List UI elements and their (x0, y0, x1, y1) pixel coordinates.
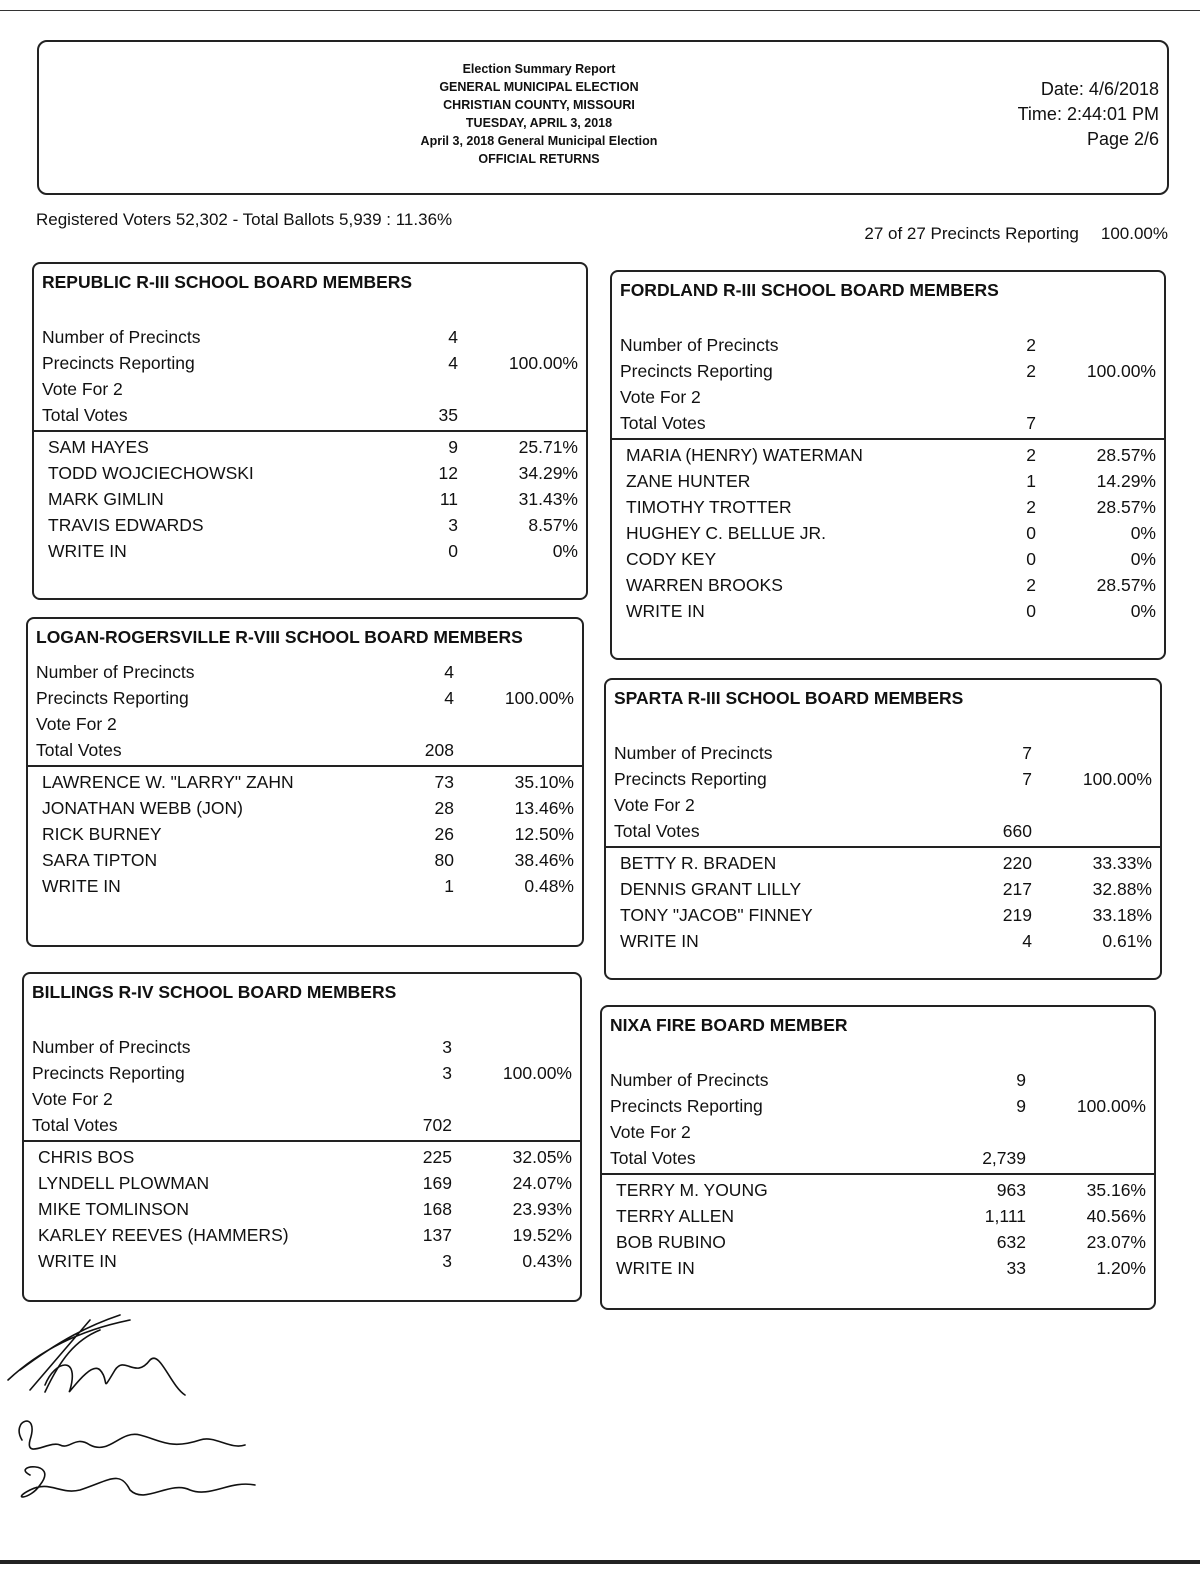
stat-pct (458, 324, 578, 350)
candidate-votes: 4 (1022, 931, 1032, 951)
stat-row (614, 766, 1152, 792)
report-meta (1018, 77, 1159, 152)
candidate-row (626, 546, 1156, 572)
candidate-name: CHRIS BOS (38, 1147, 135, 1167)
candidate-pct: 0.48% (524, 876, 574, 896)
candidate-pct: 13.46% (514, 798, 574, 818)
candidate-name: MARK GIMLIN (48, 489, 164, 509)
candidate-name: MARIA (HENRY) WATERMAN (626, 445, 863, 465)
candidate-pct: 33.18% (1092, 905, 1152, 925)
registered-voters-summary: Registered Voters 52,302 - Total Ballots 5,939 : 11.36% (36, 210, 453, 229)
candidate-pct: 28.57% (1096, 575, 1156, 595)
stat-row (620, 358, 1156, 384)
candidate-pct: 0% (552, 541, 578, 561)
title-line: TUESDAY, APRIL 3, 2018 (465, 116, 613, 130)
stat-row (620, 384, 1156, 410)
candidate-list (612, 442, 1164, 624)
candidate-name: TERRY ALLEN (616, 1206, 735, 1226)
candidate-votes: 963 (996, 1180, 1026, 1200)
candidate-name: LYNDELL PLOWMAN (38, 1173, 210, 1193)
signature-mark (19, 1421, 245, 1449)
candidate-votes: 0 (448, 541, 458, 561)
candidate-row (38, 1196, 572, 1222)
candidate-name: WRITE IN (42, 876, 121, 896)
candidate-pct: 0% (1130, 601, 1156, 621)
candidate-row (620, 850, 1152, 876)
stat-row (610, 1067, 1146, 1093)
stat-label: Number of Precincts (620, 335, 779, 355)
candidate-name: BETTY R. BRADEN (620, 853, 777, 873)
candidate-pct: 35.10% (514, 772, 574, 792)
stat-pct (1036, 410, 1156, 436)
candidate-votes: 73 (434, 772, 454, 792)
candidate-row (48, 538, 578, 564)
candidate-row (42, 821, 574, 847)
stat-row (32, 1086, 572, 1112)
candidate-pct: 0.61% (1102, 931, 1152, 951)
stat-label: Total Votes (32, 1115, 118, 1135)
page-number: Page 2/6 (1086, 129, 1159, 149)
stat-label: Vote For 2 (610, 1122, 691, 1142)
stat-value: 3 (442, 1037, 452, 1057)
candidate-row (48, 434, 578, 460)
candidate-pct: 0% (1130, 523, 1156, 543)
candidate-votes: 0 (1026, 601, 1036, 621)
stat-row (620, 410, 1156, 436)
candidate-votes: 9 (448, 437, 458, 457)
stat-label: Precincts Reporting (620, 361, 773, 381)
stat-value: 702 (422, 1115, 452, 1135)
stat-pct: 100.00% (1076, 1096, 1146, 1116)
candidate-pct: 31.43% (518, 489, 578, 509)
candidate-row (38, 1144, 572, 1170)
stat-row (42, 324, 578, 350)
signatures (0, 1300, 300, 1530)
stat-pct (452, 1034, 572, 1060)
candidate-pct: 28.57% (1096, 497, 1156, 517)
race-box (610, 270, 1166, 660)
stat-pct (1026, 1067, 1146, 1093)
stat-label: Total Votes (36, 740, 122, 760)
stat-value: 35 (438, 405, 458, 425)
candidate-row (48, 460, 578, 486)
stat-row (36, 737, 574, 763)
signature-mark (8, 1315, 130, 1392)
candidate-row (42, 847, 574, 873)
stat-label: Precincts Reporting (614, 769, 767, 789)
candidate-name: TIMOTHY TROTTER (626, 497, 792, 517)
stat-value: 3 (442, 1063, 452, 1083)
candidate-pct: 32.88% (1092, 879, 1152, 899)
race-title: REPUBLIC R-III SCHOOL BOARD MEMBERS (42, 272, 413, 292)
candidate-list (606, 850, 1160, 954)
candidate-pct: 35.16% (1086, 1180, 1146, 1200)
candidate-votes: 33 (1006, 1258, 1026, 1278)
bottom-rule (0, 1560, 1200, 1564)
race-divider (24, 1140, 580, 1142)
candidate-pct: 33.33% (1092, 853, 1152, 873)
candidate-votes: 1 (444, 876, 454, 896)
race-stats (606, 740, 1160, 844)
stat-row (32, 1112, 572, 1138)
title-line: April 3, 2018 General Municipal Election (420, 134, 658, 148)
candidate-name: TRAVIS EDWARDS (48, 515, 204, 535)
candidate-votes: 2 (1026, 445, 1036, 465)
stat-value: 2 (1026, 361, 1036, 381)
candidate-row (626, 468, 1156, 494)
candidate-pct: 8.57% (528, 515, 578, 535)
race-stats (602, 1067, 1154, 1171)
stat-pct (1036, 332, 1156, 358)
candidate-row (38, 1170, 572, 1196)
candidate-list (28, 769, 582, 899)
stat-label: Total Votes (620, 413, 706, 433)
stat-row (36, 685, 574, 711)
race-box (22, 972, 582, 1302)
stat-row (614, 792, 1152, 818)
stat-row (42, 350, 578, 376)
stat-row (614, 740, 1152, 766)
candidate-name: TERRY M. YOUNG (616, 1180, 768, 1200)
title-line: CHRISTIAN COUNTY, MISSOURI (443, 98, 635, 112)
stat-label: Number of Precincts (42, 327, 201, 347)
candidate-name: TODD WOJCIECHOWSKI (48, 463, 254, 483)
stat-label: Precincts Reporting (42, 353, 195, 373)
candidate-pct: 14.29% (1096, 471, 1156, 491)
title-line: OFFICIAL RETURNS (478, 152, 600, 166)
stat-pct: 100.00% (1082, 769, 1152, 789)
candidate-pct: 0% (1130, 549, 1156, 569)
candidate-row (620, 928, 1152, 954)
candidate-pct: 0.43% (522, 1251, 572, 1271)
candidate-pct: 24.07% (512, 1173, 572, 1193)
candidate-votes: 1 (1026, 471, 1036, 491)
race-box (600, 1005, 1156, 1310)
candidate-votes: 11 (439, 489, 458, 509)
stat-value: 7 (1022, 769, 1032, 789)
candidate-votes: 2 (1026, 575, 1036, 595)
race-box (32, 262, 588, 600)
candidate-list (24, 1144, 580, 1274)
candidate-row (48, 486, 578, 512)
candidate-row (620, 902, 1152, 928)
candidate-votes: 169 (422, 1173, 452, 1193)
report-title-block (339, 60, 739, 168)
stat-pct (452, 1112, 572, 1138)
stat-row (614, 818, 1152, 844)
candidate-row (620, 876, 1152, 902)
candidate-votes: 168 (422, 1199, 452, 1219)
candidate-list (602, 1177, 1154, 1281)
stat-pct: 100.00% (508, 353, 578, 373)
candidate-votes: 220 (1002, 853, 1032, 873)
candidate-votes: 0 (1026, 549, 1036, 569)
candidate-row (616, 1177, 1146, 1203)
candidate-row (626, 494, 1156, 520)
stat-value: 2 (1026, 335, 1036, 355)
candidate-pct: 40.56% (1086, 1206, 1146, 1226)
candidate-pct: 12.50% (514, 824, 574, 844)
stat-pct: 100.00% (504, 688, 574, 708)
candidate-votes: 80 (434, 850, 454, 870)
race-title: NIXA FIRE BOARD MEMBER (610, 1015, 848, 1035)
candidate-row (42, 769, 574, 795)
stat-value: 4 (448, 327, 458, 347)
stat-row (610, 1145, 1146, 1171)
stat-pct (1032, 740, 1152, 766)
stat-value: 4 (444, 688, 454, 708)
candidate-votes: 217 (1002, 879, 1032, 899)
stat-label: Vote For 2 (620, 387, 701, 407)
candidate-votes: 1,111 (984, 1206, 1026, 1226)
candidate-row (616, 1229, 1146, 1255)
race-divider (602, 1173, 1154, 1175)
race-box (604, 678, 1162, 980)
precincts-reporting-text: 27 of 27 Precincts Reporting (864, 224, 1079, 243)
precincts-reporting-summary (864, 224, 1168, 244)
stat-row (36, 659, 574, 685)
candidate-row (626, 520, 1156, 546)
stat-pct (454, 737, 574, 763)
race-stats (24, 1034, 580, 1138)
stat-value: 7 (1022, 743, 1032, 763)
candidate-row (626, 598, 1156, 624)
stat-value: 7 (1026, 413, 1036, 433)
stat-value: 208 (424, 740, 454, 760)
race-divider (606, 846, 1160, 848)
candidate-row (626, 442, 1156, 468)
candidate-votes: 0 (1026, 523, 1036, 543)
stat-value: 9 (1016, 1070, 1026, 1090)
candidate-name: RICK BURNEY (42, 824, 162, 844)
stat-label: Vote For 2 (42, 379, 123, 399)
race-stats (34, 324, 586, 428)
stat-label: Precincts Reporting (36, 688, 189, 708)
top-rule (0, 10, 1200, 11)
stat-label: Vote For 2 (36, 714, 117, 734)
candidate-name: MIKE TOMLINSON (38, 1199, 190, 1219)
stat-label: Vote For 2 (32, 1089, 113, 1109)
candidate-votes: 28 (434, 798, 454, 818)
stat-label: Number of Precincts (36, 662, 195, 682)
stat-label: Precincts Reporting (32, 1063, 185, 1083)
candidate-name: SARA TIPTON (42, 850, 158, 870)
stat-value: 2,739 (982, 1148, 1026, 1168)
stat-label: Total Votes (610, 1148, 696, 1168)
candidate-name: WARREN BROOKS (626, 575, 783, 595)
stat-value: 9 (1016, 1096, 1026, 1116)
stat-pct (454, 659, 574, 685)
candidate-pct: 28.57% (1096, 445, 1156, 465)
stat-row (610, 1119, 1146, 1145)
stat-pct (1026, 1145, 1146, 1171)
stat-pct: 100.00% (1086, 361, 1156, 381)
stat-value: 4 (448, 353, 458, 373)
candidate-row (48, 512, 578, 538)
candidate-row (616, 1255, 1146, 1281)
stat-row (620, 332, 1156, 358)
race-divider (612, 438, 1164, 440)
candidate-name: WRITE IN (48, 541, 127, 561)
candidate-row (42, 795, 574, 821)
candidate-name: WRITE IN (620, 931, 699, 951)
candidate-name: TONY "JACOB" FINNEY (620, 905, 813, 925)
candidate-votes: 2 (1026, 497, 1036, 517)
report-time: Time: 2:44:01 PM (1017, 104, 1159, 124)
precincts-reporting-pct: 100.00% (1100, 224, 1168, 243)
candidate-votes: 137 (422, 1225, 452, 1245)
candidate-row (38, 1222, 572, 1248)
candidate-row (626, 572, 1156, 598)
stat-label: Total Votes (42, 405, 128, 425)
stat-value: 4 (444, 662, 454, 682)
candidate-pct: 1.20% (1096, 1258, 1146, 1278)
candidate-name: WRITE IN (626, 601, 705, 621)
candidate-votes: 3 (442, 1251, 452, 1271)
candidate-name: ZANE HUNTER (626, 471, 751, 491)
title-line: Election Summary Report (462, 62, 616, 76)
report-date: Date: 4/6/2018 (1040, 79, 1159, 99)
stat-value: 660 (1002, 821, 1032, 841)
candidate-pct: 19.52% (512, 1225, 572, 1245)
stat-label: Precincts Reporting (610, 1096, 763, 1116)
candidate-pct: 34.29% (518, 463, 578, 483)
candidate-votes: 632 (996, 1232, 1026, 1252)
race-title: SPARTA R-III SCHOOL BOARD MEMBERS (614, 688, 964, 708)
race-title: FORDLAND R-III SCHOOL BOARD MEMBERS (620, 280, 999, 300)
report-header (37, 40, 1169, 195)
stat-row (32, 1034, 572, 1060)
candidate-name: KARLEY REEVES (HAMMERS) (38, 1225, 289, 1245)
stat-row (36, 711, 574, 737)
candidate-name: SAM HAYES (48, 437, 149, 457)
stat-label: Vote For 2 (614, 795, 695, 815)
candidate-pct: 23.93% (512, 1199, 572, 1219)
race-divider (28, 765, 582, 767)
race-stats (612, 332, 1164, 436)
candidate-row (38, 1248, 572, 1274)
stat-label: Number of Precincts (610, 1070, 769, 1090)
stat-label: Number of Precincts (32, 1037, 191, 1057)
candidate-name: LAWRENCE W. "LARRY" ZAHN (42, 772, 294, 792)
candidate-name: DENNIS GRANT LILLY (620, 879, 802, 899)
candidate-name: CODY KEY (626, 549, 717, 569)
race-stats (28, 659, 582, 763)
candidate-list (34, 434, 586, 564)
stat-label: Total Votes (614, 821, 700, 841)
candidate-votes: 219 (1002, 905, 1032, 925)
stat-pct (1032, 818, 1152, 844)
stat-pct (458, 402, 578, 428)
stat-row (42, 376, 578, 402)
candidate-name: WRITE IN (38, 1251, 117, 1271)
candidate-votes: 225 (422, 1147, 452, 1167)
race-title: LOGAN-ROGERSVILLE R-VIII SCHOOL BOARD MEMBERS (36, 627, 523, 647)
candidate-pct: 23.07% (1086, 1232, 1146, 1252)
candidate-name: HUGHEY C. BELLUE JR. (626, 523, 827, 543)
candidate-name: JONATHAN WEBB (JON) (42, 798, 243, 818)
candidate-name: BOB RUBINO (616, 1232, 726, 1252)
candidate-row (616, 1203, 1146, 1229)
candidate-pct: 25.71% (518, 437, 578, 457)
candidate-votes: 3 (448, 515, 458, 535)
title-line: GENERAL MUNICIPAL ELECTION (439, 80, 639, 94)
stat-row (32, 1060, 572, 1086)
candidate-pct: 32.05% (512, 1147, 572, 1167)
signature-mark (21, 1467, 255, 1497)
candidate-votes: 26 (434, 824, 454, 844)
stat-pct: 100.00% (502, 1063, 572, 1083)
stat-label: Number of Precincts (614, 743, 773, 763)
candidate-row (42, 873, 574, 899)
race-divider (34, 430, 586, 432)
race-title: BILLINGS R-IV SCHOOL BOARD MEMBERS (32, 982, 397, 1002)
stat-row (610, 1093, 1146, 1119)
stat-row (42, 402, 578, 428)
candidate-pct: 38.46% (514, 850, 574, 870)
candidate-name: WRITE IN (616, 1258, 695, 1278)
race-box (26, 617, 584, 947)
candidate-votes: 12 (438, 463, 458, 483)
signature-mark (45, 1358, 185, 1395)
